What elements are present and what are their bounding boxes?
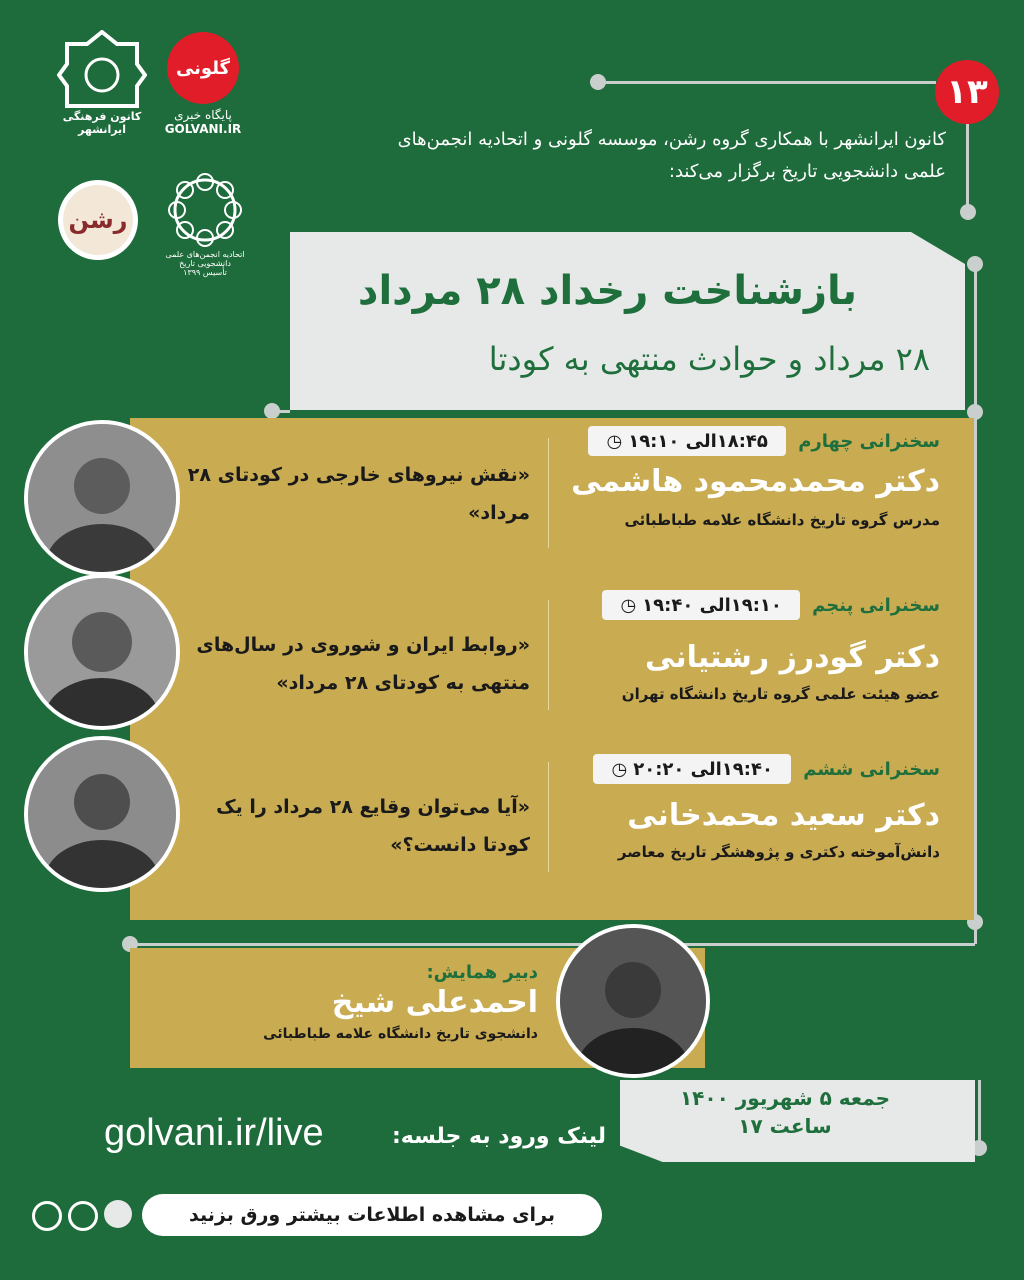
link-label: لینک ورود به جلسه: [392, 1124, 606, 1149]
connector-dot [264, 403, 280, 419]
connector-dot [590, 74, 606, 90]
history-union-logo [150, 170, 260, 290]
secretary-info [240, 962, 538, 1042]
divider [548, 438, 549, 548]
speaker-name: دکتر گودرز رشتیانی [645, 640, 940, 675]
talk-1 [560, 426, 940, 529]
time-pill [588, 426, 786, 456]
talk-3 [560, 754, 940, 861]
roshan-mark: رشن [63, 185, 133, 255]
page-indicator-dot[interactable] [68, 1201, 98, 1231]
roshan-logo [58, 180, 138, 260]
talk-topic-1 [180, 456, 530, 532]
union-caption: اتحادیه انجمن‌های علمی دانشجویی تاریخ [165, 250, 245, 268]
divider [548, 600, 549, 710]
topic-line: «نقش نیروهای خارجی در کودتای ۲۸ [187, 464, 530, 486]
speaker-name: دکتر محمدمحمود هاشمی [571, 464, 940, 499]
event-subtitle: ۲۸ مرداد و حوادث منتهی به کودتا [488, 340, 930, 378]
time-range: ۱۹:۱۰الی ۱۹:۴۰ [642, 594, 782, 616]
page-indicator-dot[interactable] [32, 1201, 62, 1231]
event-title: بازشناخت رخداد ۲۸ مرداد [357, 268, 858, 314]
topic-line: «روابط ایران و شوروی در سال‌های [196, 634, 530, 656]
connector-line [974, 264, 977, 944]
golvani-logo [158, 32, 248, 150]
golvani-mark: گلونی [167, 32, 239, 104]
page-indicator-active[interactable] [104, 1200, 132, 1228]
time-range: ۱۸:۴۵الی ۱۹:۱۰ [628, 430, 768, 452]
intro-text [246, 124, 946, 188]
topic-line: منتهی به کودتای ۲۸ مرداد» [276, 672, 530, 694]
connector-line [130, 943, 975, 946]
iranshahr-logo [52, 30, 152, 142]
talk-label: سخنرانی چهارم [798, 430, 940, 452]
time-line: ساعت ۱۷ [738, 1114, 832, 1138]
golvani-caption: پایگاه خبری [174, 108, 232, 122]
golvani-url: GOLVANI.IR [164, 122, 242, 136]
session-number-badge: ۱۳ [935, 60, 999, 124]
secretary-affiliation: دانشجوی تاریخ دانشگاه علامه طباطبائی [263, 1026, 538, 1042]
clock-icon: ◷ [606, 430, 623, 452]
live-link[interactable]: golvani.ir/live [104, 1112, 324, 1154]
secretary-photo [556, 924, 710, 1078]
talk-label: سخنرانی ششم [803, 758, 940, 780]
talk-2 [560, 590, 940, 703]
title-box [290, 232, 965, 410]
talk-topic-3 [180, 788, 530, 864]
speaker-photo-1 [24, 420, 180, 576]
date-line: جمعه ۵ شهریور ۱۴۰۰ [679, 1086, 891, 1110]
talk-label: سخنرانی پنجم [812, 594, 940, 616]
swipe-cta[interactable]: برای مشاهده اطلاعات بیشتر ورق بزنید [142, 1194, 602, 1236]
connector-dot [967, 256, 983, 272]
secretary-label: دبیر همایش: [426, 962, 538, 983]
clock-icon: ◷ [611, 758, 628, 780]
speaker-photo-3 [24, 736, 180, 892]
divider [548, 762, 549, 872]
secretary-name: احمدعلی شیخ [331, 985, 538, 1020]
time-pill [593, 754, 791, 784]
topic-line: کودتا دانست؟» [390, 834, 530, 856]
intro-line-2: علمی دانشجویی تاریخ برگزار می‌کند: [668, 161, 946, 182]
speaker-name: دکتر سعید محمدخانی [627, 798, 940, 833]
connector-line [596, 81, 936, 84]
speaker-photo-2 [24, 574, 180, 730]
intro-line-1: کانون ایرانشهر با همکاری گروه رشن، موسسه گلونی و اتحادیه انجمن‌های [397, 129, 946, 150]
talk-topic-2 [180, 626, 530, 702]
time-pill [602, 590, 800, 620]
speaker-affiliation: دانش‌آموخته دکتری و پژوهشگر تاریخ معاصر [617, 843, 940, 861]
speaker-affiliation: عضو هیئت علمی گروه تاریخ دانشگاه تهران [621, 685, 940, 703]
connector-dot [960, 204, 976, 220]
speaker-affiliation: مدرس گروه تاریخ دانشگاه علامه طباطبائی [624, 511, 940, 529]
union-year: تأسیس ۱۳۹۹ [183, 268, 227, 277]
iranshahr-caption: کانون فرهنگی ایرانشهر [62, 110, 142, 136]
connector-line [966, 124, 969, 212]
date-info [660, 1086, 910, 1138]
topic-line: مرداد» [468, 502, 530, 524]
topic-line: «آیا می‌توان وقایع ۲۸ مرداد را یک [216, 796, 530, 818]
time-range: ۱۹:۴۰الی ۲۰:۲۰ [633, 758, 773, 780]
clock-icon: ◷ [620, 594, 637, 616]
